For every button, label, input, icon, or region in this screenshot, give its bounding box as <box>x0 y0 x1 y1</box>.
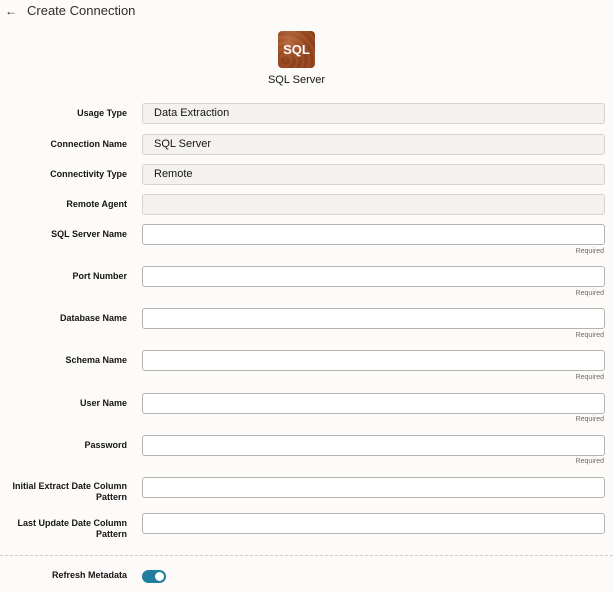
user-name-input[interactable] <box>142 393 605 414</box>
port-number-label: Port Number <box>72 271 127 281</box>
connectivity-type-field: Remote <box>142 164 605 185</box>
connection-name-field: SQL Server <box>142 134 605 155</box>
password-required-hint: Required <box>575 458 604 465</box>
initial-extract-label-line1: Initial Extract Date Column <box>12 481 127 491</box>
initial-extract-label-line2: Pattern <box>95 492 127 502</box>
section-divider <box>0 555 613 556</box>
sql-server-name-input[interactable] <box>142 224 605 245</box>
refresh-metadata-toggle[interactable] <box>142 570 166 583</box>
page-header <box>0 0 613 24</box>
remote-agent-label: Remote Agent <box>66 199 127 209</box>
schema-name-label: Schema Name <box>65 355 127 365</box>
page-title: Create Connection <box>27 3 136 18</box>
schema-name-required-hint: Required <box>575 374 604 381</box>
database-name-input[interactable] <box>142 308 605 329</box>
refresh-metadata-label: Refresh Metadata <box>51 570 127 580</box>
last-update-date-column-pattern-label <box>0 518 127 540</box>
password-input[interactable] <box>142 435 605 456</box>
usage-type-field: Data Extraction <box>142 103 605 124</box>
last-update-label-line2: Pattern <box>95 529 127 539</box>
usage-type-label: Usage Type <box>77 108 127 118</box>
sql-server-name-label: SQL Server Name <box>51 229 127 239</box>
user-name-label: User Name <box>79 398 127 408</box>
last-update-date-column-pattern-input[interactable] <box>142 513 605 534</box>
sql-server-name-required-hint: Required <box>575 248 604 255</box>
remote-agent-field <box>142 194 605 215</box>
connection-type-name: SQL Server <box>267 74 326 86</box>
port-number-required-hint: Required <box>575 290 604 297</box>
database-name-required-hint: Required <box>575 332 604 339</box>
schema-name-input[interactable] <box>142 350 605 371</box>
connectivity-type-label: Connectivity Type <box>50 169 127 179</box>
port-number-input[interactable] <box>142 266 605 287</box>
initial-extract-date-column-pattern-input[interactable] <box>142 477 605 498</box>
last-update-label-line1: Last Update Date Column <box>17 518 127 528</box>
toggle-knob <box>155 572 164 581</box>
connection-name-label: Connection Name <box>50 139 127 149</box>
initial-extract-date-column-pattern-label <box>0 481 127 503</box>
password-label: Password <box>84 440 127 450</box>
database-name-label: Database Name <box>59 313 127 323</box>
back-arrow-icon[interactable]: ← <box>5 4 17 18</box>
sql-server-logo-icon: SQL <box>278 31 315 68</box>
user-name-required-hint: Required <box>575 416 604 423</box>
